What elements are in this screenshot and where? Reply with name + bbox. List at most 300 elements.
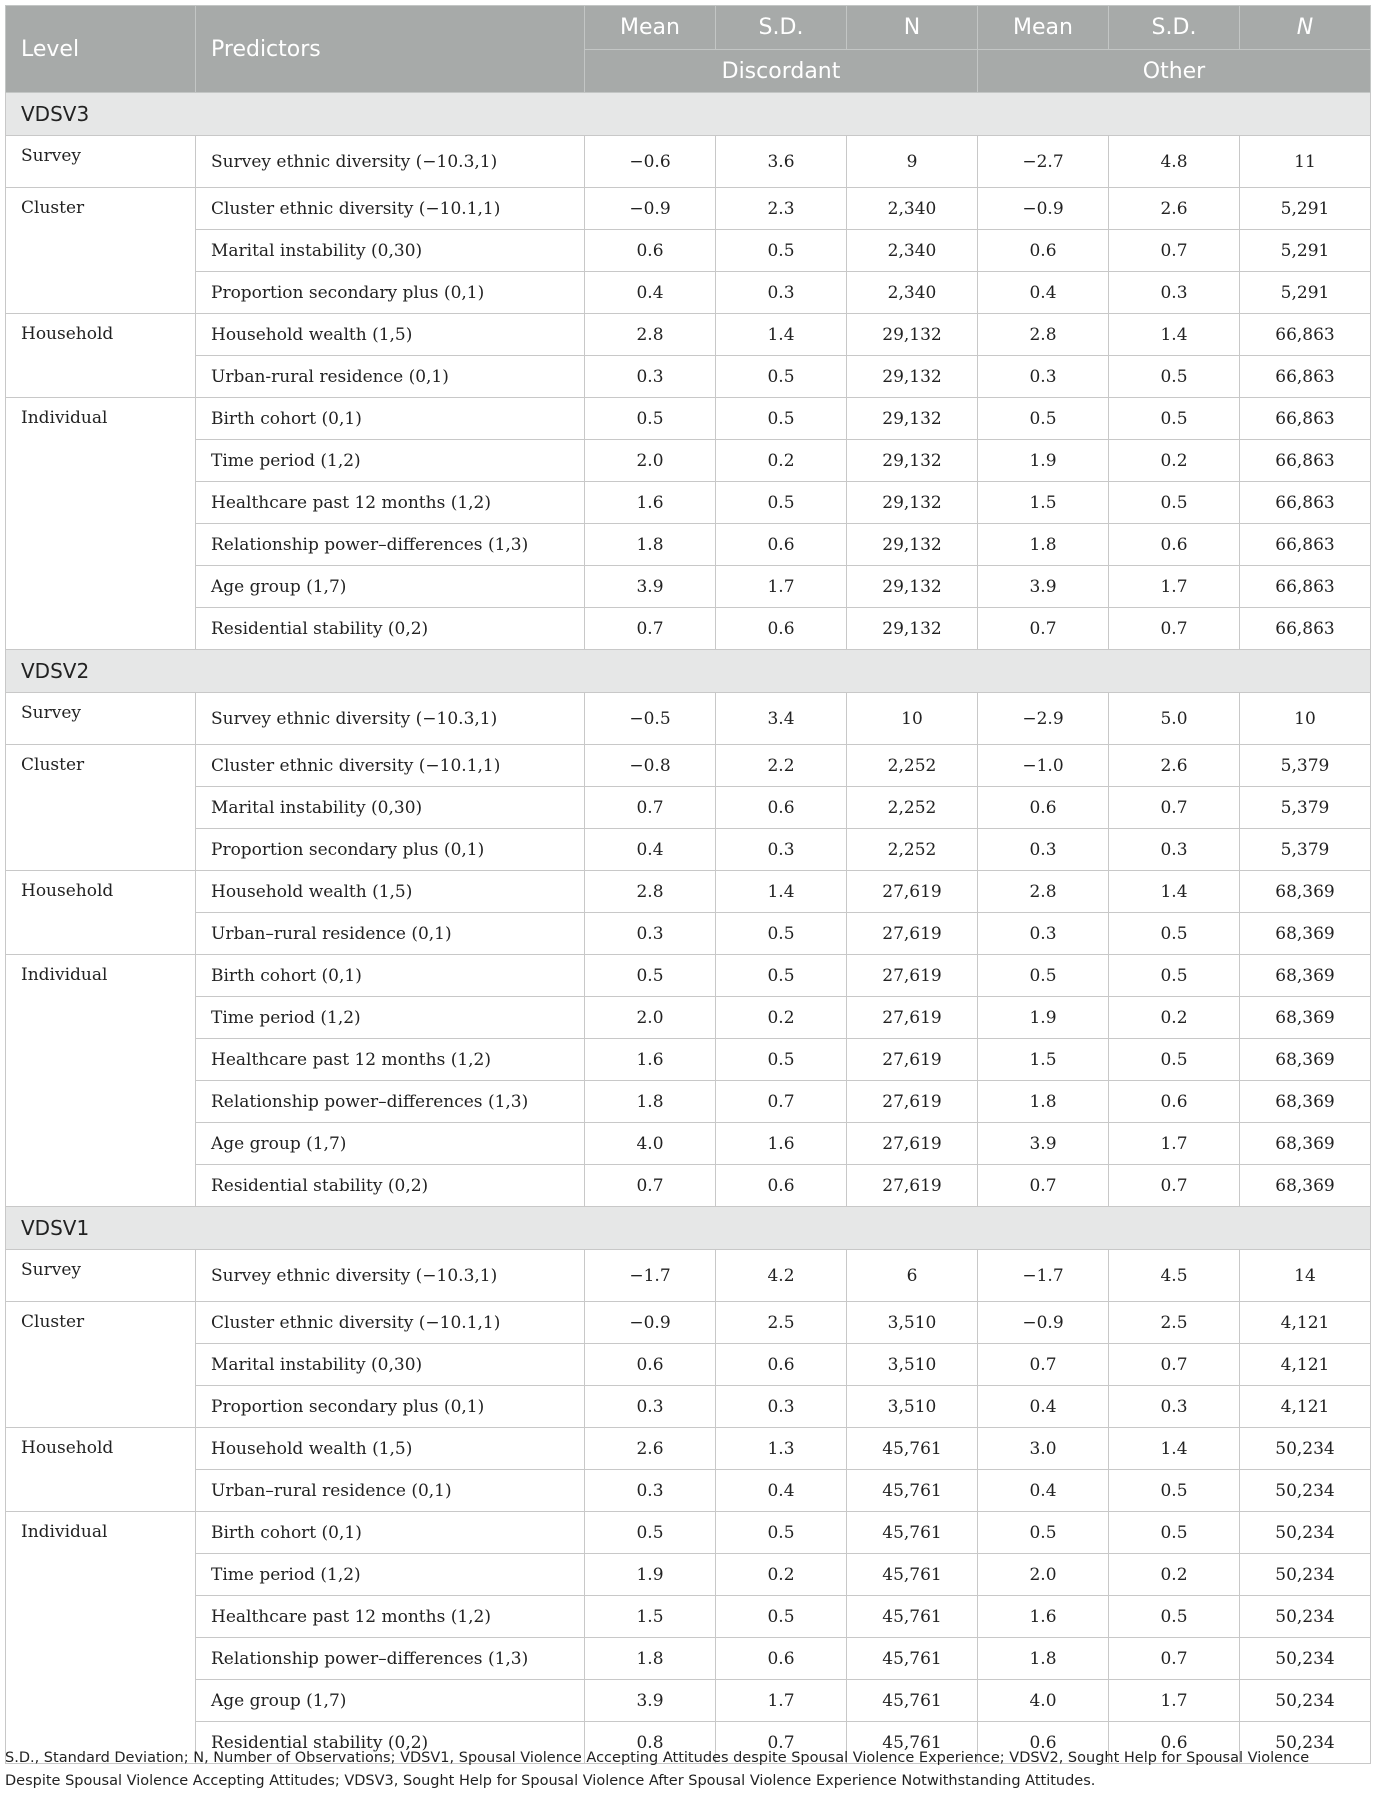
level-cell: Cluster [6,188,196,314]
mean-discordant-cell: −0.8 [585,745,716,787]
mean-other-cell: 0.5 [978,1512,1109,1554]
n-other-cell: 68,369 [1240,1165,1371,1207]
n-other-cell: 66,863 [1240,482,1371,524]
n-discordant-cell: 29,132 [847,524,978,566]
n-other-cell: 50,234 [1240,1722,1371,1764]
table-row [6,188,1371,230]
sd-other-cell: 1.7 [1109,1123,1240,1165]
n-other-cell: 11 [1240,136,1371,188]
mean-other-cell: 0.3 [978,356,1109,398]
section-title: VDSV2 [6,650,1371,693]
n-discordant-cell: 45,761 [847,1722,978,1764]
mean-discordant-cell: 3.9 [585,566,716,608]
table-row [6,997,1371,1039]
mean-discordant-cell: 2.0 [585,997,716,1039]
n-discordant-cell: 27,619 [847,913,978,955]
n-other-cell: 5,379 [1240,787,1371,829]
table-row [6,1596,1371,1638]
sd-other-cell: 0.3 [1109,272,1240,314]
sd-discordant-cell: 0.5 [716,356,847,398]
n-discordant-cell: 29,132 [847,608,978,650]
sd-other-cell: 1.4 [1109,314,1240,356]
mean-discordant-cell: 0.8 [585,1722,716,1764]
mean-discordant-cell: −0.9 [585,1302,716,1344]
table-row [6,1512,1371,1554]
predictor-cell: Household wealth (1,5) [196,314,585,356]
sd-discordant-cell: 0.5 [716,1596,847,1638]
mean-other-cell: 0.4 [978,1386,1109,1428]
mean-other-cell: 2.8 [978,314,1109,356]
mean-other-cell: −1.0 [978,745,1109,787]
predictor-cell: Healthcare past 12 months (1,2) [196,482,585,524]
sd-other-cell: 0.5 [1109,1470,1240,1512]
table-body [6,93,1371,1764]
table-row [6,1428,1371,1470]
mean-discordant-cell: −0.6 [585,136,716,188]
sd-other-cell: 2.6 [1109,745,1240,787]
n-discordant-cell: 27,619 [847,997,978,1039]
mean-discordant-cell: 2.8 [585,314,716,356]
table-row [6,913,1371,955]
sd-discordant-cell: 0.6 [716,1638,847,1680]
section-header-row [6,93,1371,136]
predictor-cell: Marital instability (0,30) [196,787,585,829]
mean-other-cell: −0.9 [978,188,1109,230]
table-header [6,6,1371,93]
n-discordant-cell: 45,761 [847,1638,978,1680]
table-row [6,1250,1371,1302]
mean-discordant-cell: 1.6 [585,482,716,524]
mean-discordant-cell: 2.8 [585,871,716,913]
sd-discordant-cell: 1.7 [716,566,847,608]
n-other-cell: 66,863 [1240,608,1371,650]
n-discordant-cell: 27,619 [847,1165,978,1207]
table-row [6,1680,1371,1722]
sd-discordant-cell: 1.3 [716,1428,847,1470]
n-other-cell: 50,234 [1240,1596,1371,1638]
n-other-cell: 66,863 [1240,356,1371,398]
sd-other-cell: 0.7 [1109,1344,1240,1386]
table-row [6,1165,1371,1207]
n-other-cell: 50,234 [1240,1680,1371,1722]
header-group-other: Other [978,50,1371,93]
sd-discordant-cell: 0.6 [716,1165,847,1207]
n-discordant-cell: 45,761 [847,1680,978,1722]
n-other-cell: 68,369 [1240,1039,1371,1081]
sd-other-cell: 4.5 [1109,1250,1240,1302]
table-row [6,1344,1371,1386]
predictor-cell: Survey ethnic diversity (−10.3,1) [196,1250,585,1302]
mean-discordant-cell: −0.9 [585,188,716,230]
sd-other-cell: 0.3 [1109,1386,1240,1428]
mean-discordant-cell: 0.7 [585,787,716,829]
n-discordant-cell: 29,132 [847,398,978,440]
predictor-cell: Survey ethnic diversity (−10.3,1) [196,136,585,188]
n-other-cell: 68,369 [1240,955,1371,997]
n-discordant-cell: 45,761 [847,1512,978,1554]
table-row [6,829,1371,871]
n-other-cell: 66,863 [1240,440,1371,482]
predictor-cell: Time period (1,2) [196,440,585,482]
mean-discordant-cell: 0.3 [585,913,716,955]
header-sd-other: S.D. [1109,6,1240,50]
table-row [6,745,1371,787]
n-discordant-cell: 3,510 [847,1344,978,1386]
mean-other-cell: 2.8 [978,871,1109,913]
n-discordant-cell: 2,252 [847,787,978,829]
sd-other-cell: 0.7 [1109,230,1240,272]
n-other-cell: 5,291 [1240,272,1371,314]
mean-discordant-cell: 0.7 [585,1165,716,1207]
table-row [6,1638,1371,1680]
sd-discordant-cell: 0.5 [716,955,847,997]
n-other-cell: 5,291 [1240,230,1371,272]
table-row [6,1386,1371,1428]
sd-discordant-cell: 1.7 [716,1680,847,1722]
sd-discordant-cell: 0.5 [716,1512,847,1554]
predictor-cell: Healthcare past 12 months (1,2) [196,1596,585,1638]
predictor-cell: Survey ethnic diversity (−10.3,1) [196,693,585,745]
n-discordant-cell: 29,132 [847,314,978,356]
sd-discordant-cell: 2.3 [716,188,847,230]
predictor-cell: Marital instability (0,30) [196,230,585,272]
table-row [6,1554,1371,1596]
predictor-cell: Birth cohort (0,1) [196,1512,585,1554]
sd-other-cell: 0.5 [1109,1039,1240,1081]
n-other-cell: 5,379 [1240,745,1371,787]
table-row [6,272,1371,314]
mean-other-cell: 2.0 [978,1554,1109,1596]
predictor-cell: Urban–rural residence (0,1) [196,913,585,955]
sd-discordant-cell: 0.7 [716,1722,847,1764]
sd-other-cell: 1.7 [1109,1680,1240,1722]
section-title: VDSV3 [6,93,1371,136]
mean-other-cell: 0.6 [978,230,1109,272]
mean-other-cell: 0.5 [978,955,1109,997]
sd-discordant-cell: 0.5 [716,230,847,272]
sd-other-cell: 2.6 [1109,188,1240,230]
sd-other-cell: 0.6 [1109,1081,1240,1123]
mean-discordant-cell: 0.3 [585,1386,716,1428]
predictor-cell: Time period (1,2) [196,997,585,1039]
mean-discordant-cell: 0.3 [585,356,716,398]
sd-other-cell: 0.5 [1109,1596,1240,1638]
mean-discordant-cell: 1.5 [585,1596,716,1638]
mean-other-cell: 0.7 [978,608,1109,650]
sd-other-cell: 0.2 [1109,997,1240,1039]
mean-other-cell: 1.8 [978,1638,1109,1680]
mean-discordant-cell: 0.5 [585,955,716,997]
table-row [6,136,1371,188]
header-mean-other: Mean [978,6,1109,50]
n-other-cell: 50,234 [1240,1512,1371,1554]
level-cell: Household [6,871,196,955]
sd-discordant-cell: 3.6 [716,136,847,188]
level-cell: Household [6,1428,196,1512]
table-row [6,398,1371,440]
sd-discordant-cell: 1.4 [716,871,847,913]
predictor-cell: Cluster ethnic diversity (−10.1,1) [196,745,585,787]
mean-discordant-cell: 1.8 [585,1081,716,1123]
predictor-cell: Relationship power–differences (1,3) [196,524,585,566]
mean-discordant-cell: 1.6 [585,1039,716,1081]
n-other-cell: 68,369 [1240,1123,1371,1165]
sd-discordant-cell: 0.3 [716,272,847,314]
mean-discordant-cell: 2.0 [585,440,716,482]
mean-discordant-cell: 3.9 [585,1680,716,1722]
sd-other-cell: 0.6 [1109,1722,1240,1764]
table-row [6,314,1371,356]
predictor-cell: Birth cohort (0,1) [196,398,585,440]
n-discordant-cell: 3,510 [847,1386,978,1428]
mean-other-cell: 3.9 [978,1123,1109,1165]
predictor-cell: Birth cohort (0,1) [196,955,585,997]
sd-discordant-cell: 4.2 [716,1250,847,1302]
mean-discordant-cell: 0.7 [585,608,716,650]
predictor-cell: Healthcare past 12 months (1,2) [196,1039,585,1081]
mean-other-cell: 0.3 [978,913,1109,955]
mean-discordant-cell: 1.8 [585,524,716,566]
predictor-cell: Age group (1,7) [196,566,585,608]
sd-discordant-cell: 3.4 [716,693,847,745]
sd-other-cell: 0.5 [1109,356,1240,398]
n-other-cell: 66,863 [1240,524,1371,566]
mean-other-cell: 0.7 [978,1344,1109,1386]
mean-other-cell: 0.4 [978,272,1109,314]
mean-other-cell: 1.9 [978,440,1109,482]
level-cell: Individual [6,1512,196,1764]
sd-discordant-cell: 0.5 [716,398,847,440]
n-other-cell: 50,234 [1240,1428,1371,1470]
sd-discordant-cell: 0.5 [716,482,847,524]
mean-other-cell: 0.6 [978,1722,1109,1764]
mean-discordant-cell: 0.5 [585,398,716,440]
sd-other-cell: 1.4 [1109,1428,1240,1470]
predictor-cell: Urban-rural residence (0,1) [196,356,585,398]
table-row [6,787,1371,829]
mean-discordant-cell: 0.3 [585,1470,716,1512]
predictor-cell: Household wealth (1,5) [196,871,585,913]
n-discordant-cell: 45,761 [847,1596,978,1638]
n-discordant-cell: 45,761 [847,1554,978,1596]
sd-other-cell: 0.7 [1109,1638,1240,1680]
descriptive-statistics-table [5,5,1371,1764]
sd-discordant-cell: 0.6 [716,1344,847,1386]
sd-other-cell: 0.5 [1109,913,1240,955]
n-other-cell: 4,121 [1240,1344,1371,1386]
sd-discordant-cell: 2.5 [716,1302,847,1344]
n-discordant-cell: 29,132 [847,356,978,398]
predictor-cell: Residential stability (0,2) [196,1722,585,1764]
mean-other-cell: 1.5 [978,1039,1109,1081]
n-discordant-cell: 27,619 [847,1081,978,1123]
header-level: Level [6,6,196,93]
sd-discordant-cell: 1.6 [716,1123,847,1165]
level-cell: Cluster [6,745,196,871]
sd-other-cell: 0.7 [1109,787,1240,829]
mean-discordant-cell: 0.5 [585,1512,716,1554]
n-other-cell: 68,369 [1240,871,1371,913]
sd-other-cell: 0.2 [1109,1554,1240,1596]
n-discordant-cell: 27,619 [847,1123,978,1165]
mean-other-cell: 0.4 [978,1470,1109,1512]
predictor-cell: Age group (1,7) [196,1123,585,1165]
sd-discordant-cell: 0.5 [716,913,847,955]
sd-discordant-cell: 0.3 [716,829,847,871]
predictor-cell: Relationship power–differences (1,3) [196,1638,585,1680]
mean-other-cell: 3.0 [978,1428,1109,1470]
predictor-cell: Residential stability (0,2) [196,608,585,650]
table-row [6,693,1371,745]
mean-other-cell: 1.5 [978,482,1109,524]
mean-other-cell: −2.7 [978,136,1109,188]
n-discordant-cell: 2,340 [847,272,978,314]
mean-other-cell: 1.8 [978,1081,1109,1123]
mean-discordant-cell: −1.7 [585,1250,716,1302]
sd-other-cell: 2.5 [1109,1302,1240,1344]
n-other-cell: 68,369 [1240,997,1371,1039]
sd-discordant-cell: 1.4 [716,314,847,356]
section-header-row [6,1207,1371,1250]
section-title: VDSV1 [6,1207,1371,1250]
sd-discordant-cell: 0.6 [716,787,847,829]
mean-other-cell: 1.8 [978,524,1109,566]
header-n-other: N [1240,6,1371,50]
n-discordant-cell: 29,132 [847,566,978,608]
n-discordant-cell: 45,761 [847,1470,978,1512]
predictor-cell: Urban–rural residence (0,1) [196,1470,585,1512]
sd-other-cell: 1.4 [1109,871,1240,913]
predictor-cell: Cluster ethnic diversity (−10.1,1) [196,188,585,230]
n-other-cell: 10 [1240,693,1371,745]
n-other-cell: 66,863 [1240,314,1371,356]
table-row [6,356,1371,398]
n-discordant-cell: 45,761 [847,1428,978,1470]
n-discordant-cell: 27,619 [847,955,978,997]
table-row [6,440,1371,482]
header-mean-discordant: Mean [585,6,716,50]
table-row [6,566,1371,608]
level-cell: Household [6,314,196,398]
header-group-discordant: Discordant [585,50,978,93]
n-other-cell: 4,121 [1240,1302,1371,1344]
predictor-cell: Proportion secondary plus (0,1) [196,829,585,871]
n-other-cell: 66,863 [1240,566,1371,608]
n-discordant-cell: 27,619 [847,871,978,913]
mean-discordant-cell: 0.6 [585,1344,716,1386]
mean-other-cell: 1.9 [978,997,1109,1039]
predictor-cell: Marital instability (0,30) [196,1344,585,1386]
mean-discordant-cell: −0.5 [585,693,716,745]
section-header-row [6,650,1371,693]
sd-discordant-cell: 0.3 [716,1386,847,1428]
n-discordant-cell: 9 [847,136,978,188]
sd-other-cell: 5.0 [1109,693,1240,745]
sd-other-cell: 0.6 [1109,524,1240,566]
sd-other-cell: 0.5 [1109,1512,1240,1554]
table-row [6,871,1371,913]
sd-other-cell: 1.7 [1109,566,1240,608]
sd-other-cell: 0.5 [1109,482,1240,524]
mean-discordant-cell: 4.0 [585,1123,716,1165]
table-row [6,230,1371,272]
mean-discordant-cell: 1.8 [585,1638,716,1680]
n-discordant-cell: 2,340 [847,188,978,230]
header-sd-discordant: S.D. [716,6,847,50]
table-row [6,1470,1371,1512]
level-cell: Survey [6,1250,196,1302]
level-cell: Individual [6,398,196,650]
table-row [6,1302,1371,1344]
sd-discordant-cell: 0.4 [716,1470,847,1512]
level-cell: Cluster [6,1302,196,1428]
table-row [6,482,1371,524]
mean-other-cell: 4.0 [978,1680,1109,1722]
sd-other-cell: 0.7 [1109,1165,1240,1207]
n-other-cell: 5,379 [1240,829,1371,871]
sd-discordant-cell: 0.6 [716,524,847,566]
table-row [6,1039,1371,1081]
n-other-cell: 68,369 [1240,913,1371,955]
n-discordant-cell: 2,340 [847,230,978,272]
n-other-cell: 66,863 [1240,398,1371,440]
sd-discordant-cell: 2.2 [716,745,847,787]
level-cell: Survey [6,693,196,745]
mean-discordant-cell: 2.6 [585,1428,716,1470]
predictor-cell: Proportion secondary plus (0,1) [196,272,585,314]
sd-other-cell: 0.2 [1109,440,1240,482]
n-other-cell: 50,234 [1240,1470,1371,1512]
predictor-cell: Household wealth (1,5) [196,1428,585,1470]
sd-discordant-cell: 0.5 [716,1039,847,1081]
n-other-cell: 68,369 [1240,1081,1371,1123]
mean-other-cell: −2.9 [978,693,1109,745]
mean-other-cell: 0.3 [978,829,1109,871]
mean-discordant-cell: 1.9 [585,1554,716,1596]
n-discordant-cell: 27,619 [847,1039,978,1081]
predictor-cell: Time period (1,2) [196,1554,585,1596]
n-discordant-cell: 10 [847,693,978,745]
mean-other-cell: 0.5 [978,398,1109,440]
table-row [6,524,1371,566]
sd-discordant-cell: 0.2 [716,1554,847,1596]
sd-other-cell: 0.5 [1109,955,1240,997]
mean-other-cell: 1.6 [978,1596,1109,1638]
sd-other-cell: 0.7 [1109,608,1240,650]
predictor-cell: Relationship power–differences (1,3) [196,1081,585,1123]
table-row [6,1081,1371,1123]
n-discordant-cell: 6 [847,1250,978,1302]
mean-other-cell: 0.7 [978,1165,1109,1207]
table-footnote: S.D., Standard Deviation; N, Number of Observations; VDSV1, Spousal Violence Accepting Attitudes despite Spousal Violence Experience; VDSV2, Sought Help for Spousal Violence Despite Spousal Violence Accepting Attitudes; VDSV3, Sought Help for Spousal Violence After Spousal Violence Experience Notwithstanding Attitudes. [5,1750,1310,1789]
n-other-cell: 4,121 [1240,1386,1371,1428]
sd-discordant-cell: 0.2 [716,440,847,482]
n-discordant-cell: 2,252 [847,745,978,787]
n-discordant-cell: 29,132 [847,482,978,524]
n-discordant-cell: 2,252 [847,829,978,871]
mean-discordant-cell: 0.4 [585,829,716,871]
mean-other-cell: 3.9 [978,566,1109,608]
table-row [6,1123,1371,1165]
n-other-cell: 50,234 [1240,1638,1371,1680]
header-predictors: Predictors [196,6,585,93]
n-other-cell: 50,234 [1240,1554,1371,1596]
predictor-cell: Age group (1,7) [196,1680,585,1722]
mean-other-cell: −0.9 [978,1302,1109,1344]
n-other-cell: 5,291 [1240,188,1371,230]
table-row [6,955,1371,997]
sd-other-cell: 4.8 [1109,136,1240,188]
